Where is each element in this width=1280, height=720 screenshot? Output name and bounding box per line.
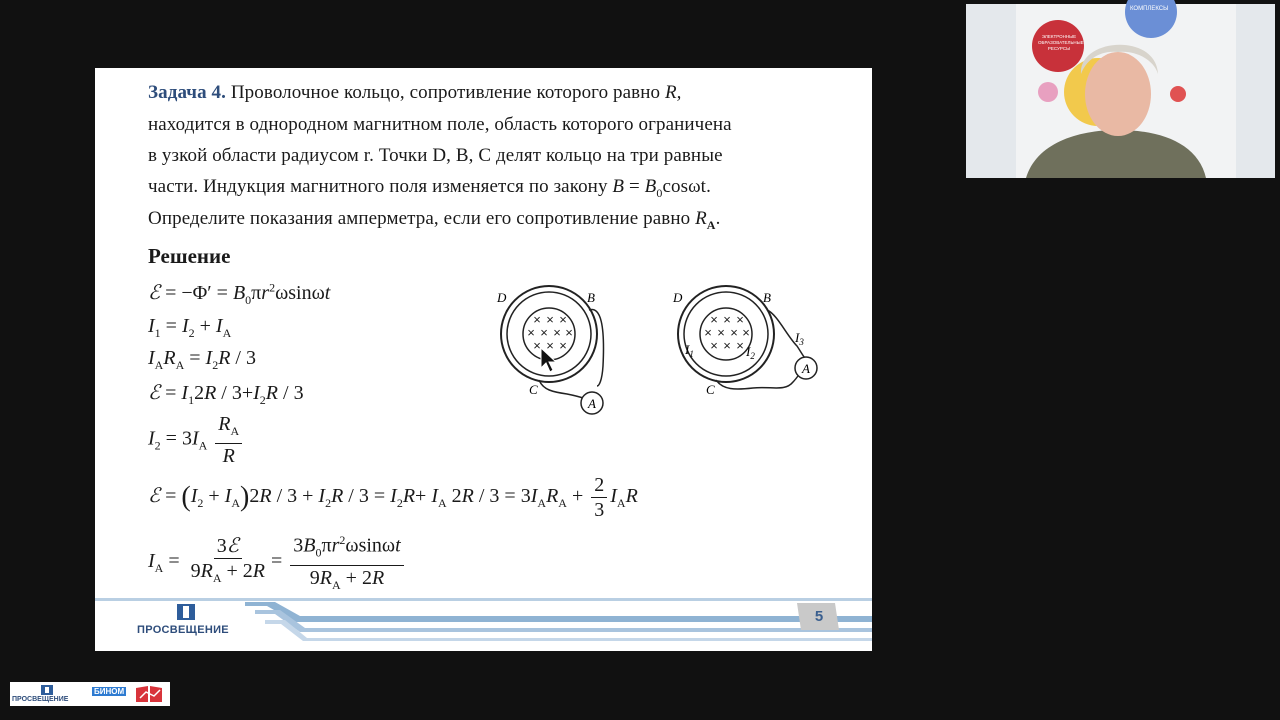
equation-i2: $I_2 = 3I_A$ $\frac{R_A}{R}$ — [148, 412, 245, 468]
diagram-ring-2 — [675, 286, 835, 421]
svg-text:×: × — [723, 338, 731, 353]
svg-text:D: D — [497, 290, 507, 305]
webcam-video — [966, 4, 1275, 178]
equation-voltage: $I_AR_A = I_2R / 3$ — [148, 347, 256, 372]
svg-text:×: × — [546, 338, 554, 353]
task-line-4: части. Индукция магнитного поля изменяется по закону $B = B_0\cos\omega t$. — [148, 176, 711, 200]
poster-text-top: КОМПЛЕКСЫ — [1130, 6, 1169, 12]
equation-currents: $I_1 = I_2 + I_A$ — [148, 315, 232, 340]
task-line-1: Задача 4. Проволочное кольцо, сопротивление которого равно R, — [148, 82, 682, 103]
presentation-slide — [95, 68, 872, 651]
person-face — [1085, 52, 1151, 136]
svg-text:×: × — [710, 338, 718, 353]
red-book-logo-icon — [134, 684, 164, 704]
svg-text:×: × — [704, 325, 712, 340]
svg-text:×: × — [540, 325, 548, 340]
svg-text:×: × — [730, 325, 738, 340]
svg-text:I3: $I_3$ — [795, 330, 804, 347]
field-crosses — [527, 312, 573, 353]
field-crosses-2 — [704, 312, 750, 353]
svg-text:×: × — [553, 325, 561, 340]
solution-heading: Решение — [148, 244, 231, 268]
svg-text:C: C — [529, 382, 538, 397]
equation-result: $I_A$ = $\frac{\text{3ℰ}}{9R_A + 2R}$ = $\frac{3B_0\pi r^2\omega\sin\omega t}{9R_A + 2R}$ — [148, 528, 407, 597]
svg-text:I1: $I_1$ — [685, 342, 694, 359]
page-number: 5 — [814, 608, 824, 625]
svg-text:C: C — [706, 382, 715, 397]
svg-text:×: × — [546, 312, 554, 327]
svg-text:I2: $I_2$ — [746, 344, 755, 361]
svg-text:B: B — [587, 290, 595, 305]
svg-text:×: × — [736, 338, 744, 353]
svg-text:D: D — [673, 290, 683, 305]
slide-footer — [95, 598, 872, 651]
svg-text:×: × — [742, 325, 750, 340]
bottom-logos — [10, 682, 170, 706]
svg-text:×: × — [723, 312, 731, 327]
equation-emf-loop: ℰ = $I_12R / 3+I_2R / 3$ — [148, 382, 304, 407]
svg-text:×: × — [559, 338, 567, 353]
svg-text:×: × — [717, 325, 725, 340]
svg-text:×: × — [710, 312, 718, 327]
svg-text:×: × — [527, 325, 535, 340]
prosveshchenie-small-logo-icon — [40, 684, 54, 696]
equation-emf: ℰ = $-\Phi' = B_0\pi r^2\omega\sin\omega t$ — [148, 280, 331, 307]
task-line-5: Определите показания амперметра, если его сопротивление равно $R_A$. — [148, 208, 721, 232]
svg-text:×: × — [533, 338, 541, 353]
equation-substitution: ℰ = $(I_2 + I_A)2R / 3 + I_2R / 3 = I_2R+ I_A$ $2R / 3 = 3I_AR_A$ + $\frac{2}{3}$ $I_AR$ — [148, 474, 638, 521]
svg-text:B: B — [763, 290, 771, 305]
logo-prosveshchenie-text: ПРОСВЕЩЕНИЕ — [12, 696, 69, 703]
svg-text:×: × — [533, 312, 541, 327]
task-label: Задача 4. — [148, 82, 226, 103]
prosveshchenie-logo-icon — [175, 602, 197, 622]
svg-text:×: × — [559, 312, 567, 327]
svg-text:A: A — [588, 396, 596, 411]
brand-name: ПРОСВЕЩЕНИЕ — [137, 624, 229, 636]
poster-text-red: ЭЛЕКТРОННЫЕ ОБРАЗОВАТЕЛЬНЫЕ РЕСУРСЫ — [1038, 34, 1084, 51]
logo-binom-text: БИНОМ — [94, 687, 125, 696]
task-line-2: находится в однородном магнитном поле, область которого ограничена — [148, 114, 732, 135]
svg-text:A: A — [802, 361, 810, 376]
svg-text:×: × — [736, 312, 744, 327]
svg-text:×: × — [565, 325, 573, 340]
diagram-ring-1 — [495, 286, 625, 421]
task-line-3: в узкой области радиусом r. Точки D, B, C делят кольцо на три равные — [148, 145, 723, 166]
